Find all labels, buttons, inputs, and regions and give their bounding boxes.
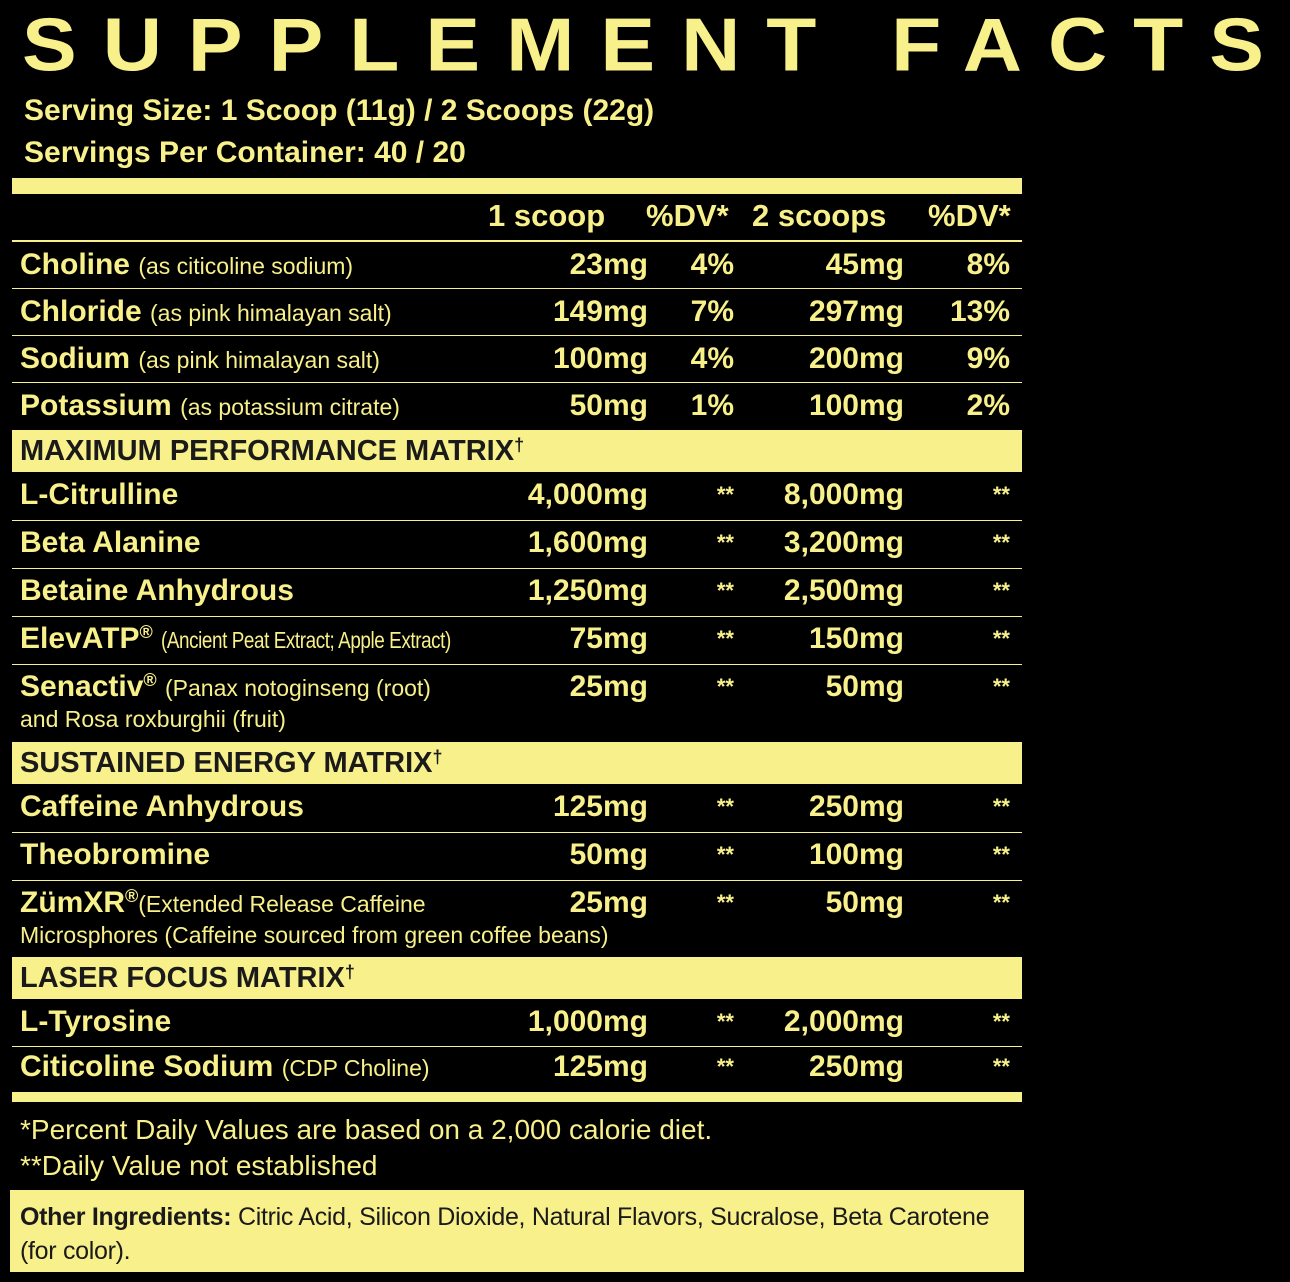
nutrient-name: Choline [20, 248, 130, 281]
matrix-title: LASER FOCUS MATRIX [20, 962, 345, 994]
ingredient-name: Senactiv [20, 670, 144, 703]
amount-2-scoops: 50mg [825, 670, 904, 703]
dv-2-scoops: 13% [949, 295, 1010, 328]
dv-2-scoops: ** [992, 842, 1010, 867]
matrix-title: SUSTAINED ENERGY MATRIX [20, 747, 433, 779]
nutrient-detail: (as potassium citrate) [180, 394, 400, 420]
dv-1-scoop: ** [716, 674, 734, 699]
ingredient-name: Beta Alanine [20, 526, 201, 559]
ingredient-detail-line2: Microsphores (Caffeine sourced from green coffee beans) [20, 922, 609, 948]
dv-2-scoops: 9% [966, 342, 1010, 375]
divider [12, 1046, 1022, 1047]
dv-2-scoops: 2% [966, 389, 1010, 422]
nutrient-name: Sodium [20, 342, 130, 375]
divider [12, 288, 1022, 289]
footnote-not-established: **Daily Value not established [20, 1150, 378, 1181]
dv-1-scoop: ** [716, 626, 734, 651]
amount-2-scoops: 2,000mg [783, 1005, 904, 1038]
dv-1-scoop: ** [716, 482, 734, 507]
ingredient-detail: (CDP Choline) [281, 1055, 430, 1081]
amount-1-scoop: 125mg [552, 1050, 648, 1083]
dv-1-scoop: ** [716, 1054, 734, 1079]
amount-2-scoops: 100mg [808, 389, 904, 422]
amount-2-scoops: 3,200mg [783, 526, 904, 559]
amount-2-scoops: 8,000mg [783, 478, 904, 511]
amount-1-scoop: 100mg [552, 342, 648, 375]
amount-1-scoop: 50mg [569, 389, 648, 422]
amount-1-scoop: 1,000mg [527, 1005, 648, 1038]
amount-2-scoops: 150mg [808, 622, 904, 655]
serving-size: Serving Size: 1 Scoop (11g) / 2 Scoops (22g) [24, 94, 655, 127]
dv-1-scoop: ** [716, 890, 734, 915]
amount-1-scoop: 75mg [569, 622, 648, 655]
matrix-header-band [12, 957, 1022, 999]
dv-1-scoop: ** [716, 578, 734, 603]
nutrient-detail: (as pink himalayan salt) [138, 347, 380, 373]
matrix-title: MAXIMUM PERFORMANCE MATRIX [20, 435, 515, 467]
divider [12, 880, 1022, 881]
col-header-dv2: %DV* [928, 198, 1011, 233]
dv-1-scoop: ** [716, 842, 734, 867]
nutrient-name: Potassium [20, 389, 172, 422]
ingredient-name: Caffeine Anhydrous [20, 790, 304, 823]
amount-1-scoop: 1,250mg [527, 574, 648, 607]
dv-2-scoops: ** [992, 1009, 1010, 1034]
matrix-header-band [12, 742, 1022, 784]
other-ingredients-label: Other Ingredients: [20, 1203, 232, 1231]
amount-2-scoops: 100mg [808, 838, 904, 871]
dv-2-scoops: ** [992, 626, 1010, 651]
amount-1-scoop: 125mg [552, 790, 648, 823]
dv-2-scoops: ** [992, 530, 1010, 555]
ingredient-name: L-Citrulline [20, 478, 179, 511]
registered-mark: ® [143, 670, 157, 690]
amount-1-scoop: 25mg [569, 670, 648, 703]
amount-2-scoops: 45mg [825, 248, 904, 281]
amount-1-scoop: 4,000mg [527, 478, 648, 511]
divider [12, 664, 1022, 665]
divider [12, 240, 1022, 242]
nutrient-name: Chloride [20, 295, 142, 328]
ingredient-detail: (Extended Release Caffeine [138, 891, 426, 917]
divider [12, 568, 1022, 569]
dv-1-scoop: 4% [690, 342, 734, 375]
divider-thick [12, 178, 1022, 194]
divider [12, 382, 1022, 383]
label-title: SUPPLEMENT FACTS [22, 3, 1290, 88]
nutrient-detail: (as citicoline sodium) [138, 253, 354, 279]
other-ingredients-text: Citric Acid, Silicon Dioxide, Natural Flavors, Sucralose, Beta Carotene (for color). [20, 1203, 990, 1265]
col-header-1-scoop: 1 scoop [488, 198, 606, 233]
amount-2-scoops: 2,500mg [783, 574, 904, 607]
dv-2-scoops: 8% [966, 248, 1010, 281]
ingredient-detail-line2: and Rosa roxburghii (fruit) [20, 706, 286, 732]
amount-2-scoops: 250mg [808, 790, 904, 823]
col-header-2-scoops: 2 scoops [752, 198, 887, 233]
registered-mark: ® [125, 886, 139, 906]
ingredient-detail: (Panax notoginseng (root) [165, 675, 431, 701]
amount-1-scoop: 23mg [569, 248, 648, 281]
col-header-dv1: %DV* [646, 198, 729, 233]
amount-2-scoops: 50mg [825, 886, 904, 919]
ingredient-detail: (Ancient Peat Extract; Apple Extract) [161, 627, 451, 653]
amount-2-scoops: 200mg [808, 342, 904, 375]
divider [12, 616, 1022, 617]
dv-1-scoop: ** [716, 1009, 734, 1034]
dagger-mark: † [432, 747, 443, 767]
amount-2-scoops: 297mg [808, 295, 904, 328]
dv-2-scoops: ** [992, 674, 1010, 699]
dv-2-scoops: ** [992, 890, 1010, 915]
ingredient-name: ElevATP [20, 622, 140, 655]
dv-1-scoop: 4% [690, 248, 734, 281]
other-ingredients [20, 1200, 1020, 1268]
dv-1-scoop: ** [716, 530, 734, 555]
footnote-dv: *Percent Daily Values are based on a 2,000 calorie diet. [20, 1114, 713, 1145]
divider-thick [12, 1092, 1022, 1102]
dv-2-scoops: ** [992, 1054, 1010, 1079]
amount-1-scoop: 1,600mg [527, 526, 648, 559]
amount-2-scoops: 250mg [808, 1050, 904, 1083]
ingredient-name: ZümXR [20, 886, 125, 919]
nutrient-detail: (as pink himalayan salt) [150, 300, 392, 326]
dv-1-scoop: 7% [690, 295, 734, 328]
ingredient-name: L-Tyrosine [20, 1005, 172, 1038]
dv-2-scoops: ** [992, 578, 1010, 603]
servings-per-container: Servings Per Container: 40 / 20 [24, 136, 466, 169]
dv-2-scoops: ** [992, 482, 1010, 507]
divider [12, 832, 1022, 833]
ingredient-name: Citicoline Sodium [20, 1050, 274, 1083]
dv-1-scoop: 1% [690, 389, 734, 422]
dv-2-scoops: ** [992, 794, 1010, 819]
registered-mark: ® [139, 622, 153, 642]
dagger-mark: † [344, 962, 355, 982]
amount-1-scoop: 50mg [569, 838, 648, 871]
dv-1-scoop: ** [716, 794, 734, 819]
matrix-header-band [12, 430, 1022, 472]
divider [12, 520, 1022, 521]
ingredient-name: Betaine Anhydrous [20, 574, 294, 607]
ingredient-name: Theobromine [20, 838, 211, 871]
dagger-mark: † [514, 435, 525, 455]
amount-1-scoop: 25mg [569, 886, 648, 919]
amount-1-scoop: 149mg [552, 295, 648, 328]
divider [12, 335, 1022, 336]
other-ingredients-box [10, 1190, 1024, 1272]
